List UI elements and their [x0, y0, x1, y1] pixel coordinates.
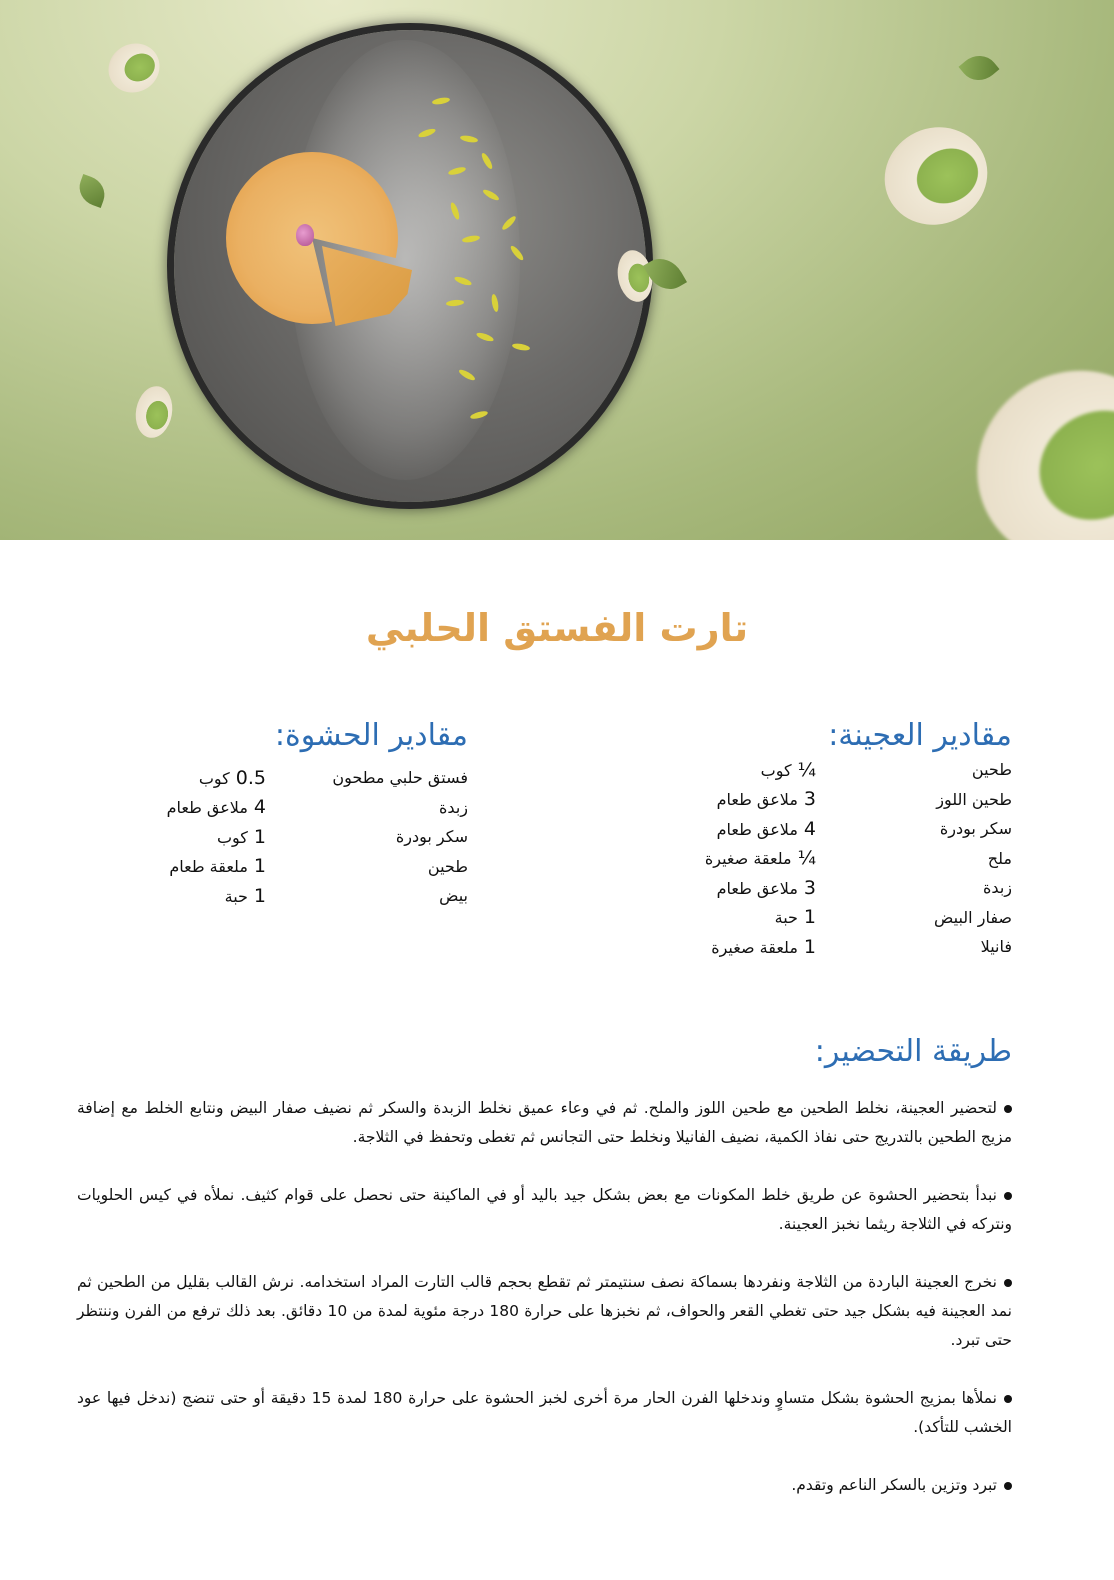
method-step: نملأها بمزيج الحشوة بشكل متساوٍ وندخلها الفرن الحار مرة أخرى لخبز الحشوة على حرارة 180 لمدة 15 دقيقة أو حتى تنضج (ندخل فيها عود الخشب للتأكد). — [77, 1389, 1012, 1436]
bullet-icon — [1004, 1395, 1012, 1403]
ingredient-name: طحين اللوز — [936, 789, 1012, 809]
ingredient-name: بيض — [439, 886, 468, 906]
ingredient-quantity: 1ملعقة طعام — [169, 855, 266, 878]
ingredient-quantity: ¼ملعقة صغيرة — [704, 847, 816, 870]
pistachio-decoration — [869, 111, 1004, 242]
dough-ingredients-list — [680, 755, 1012, 962]
method-steps — [77, 1094, 1012, 1529]
recipe-title: تارت الفستق الحلبي — [365, 606, 749, 650]
ingredient-row — [150, 822, 468, 852]
leaf-decoration — [74, 174, 109, 208]
dough-ingredients-heading: مقادير العجينة: — [828, 718, 1012, 753]
ingredient-quantity: 4ملاعق طعام — [716, 817, 816, 840]
leaf-decoration — [959, 48, 1000, 89]
ingredient-row — [680, 814, 1012, 844]
ingredient-quantity: 4ملاعق طعام — [166, 796, 266, 819]
ingredient-name: زبدة — [983, 878, 1012, 898]
method-step: نبدأ بتحضير الحشوة عن طريق خلط المكونات مع بعض بشكل جيد باليد أو في الماكينة حتى نحصل على قوام كثيف. نملأه في كيس الحلويات ونتركه في الثلاجة ريثما نخبز العجينة. — [77, 1186, 1012, 1233]
ingredient-name: سكر بودرة — [939, 819, 1012, 839]
ingredient-name: صفار البيض — [934, 907, 1012, 927]
ingredient-quantity: 1حبة — [224, 884, 266, 907]
ingredient-quantity: 3ملاعق طعام — [716, 876, 816, 899]
ingredient-row — [150, 881, 468, 911]
method-step: لتحضير العجينة، نخلط الطحين مع طحين اللوز والملح. ثم في وعاء عميق نخلط الزبدة والسكر ثم نضيف صفار البيض ونتابع الخلط مع إضافة مزيج الطحين بالتدريج حتى نفاذ الكمية، نضيف الفانيلا ونخلط حتى التجانس ثم تغطى وتحفظ في الثلاجة. — [77, 1099, 1012, 1146]
ingredient-quantity: ¼كوب — [760, 758, 816, 781]
method-heading: طريقة التحضير: — [814, 1034, 1012, 1069]
ingredient-row — [680, 785, 1012, 815]
method-step: نخرج العجينة الباردة من الثلاجة ونفردها بسماكة نصف سنتيمتر ثم تقطع بحجم قالب التارت المراد استخدامه. نرش القالب بقليل من الطحين ثم نمد العجينة فيه بشكل جيد حتى تغطي القعر والحواف، ثم نخبزها على حرارة 180 درجة مئوية لمدة من 10 دقائق. بعد ذلك ترفع من الفرن وننتظر حتى تبرد. — [77, 1273, 1012, 1349]
ingredient-row — [150, 763, 468, 793]
ingredient-quantity: 1حبة — [774, 906, 816, 929]
bullet-icon — [1004, 1482, 1012, 1490]
ingredient-row — [150, 793, 468, 823]
ingredient-quantity: 0.5كوب — [198, 766, 266, 789]
pistachio-decoration — [132, 383, 176, 440]
ingredient-row — [680, 873, 1012, 903]
ingredient-name: سكر بودرة — [395, 827, 468, 847]
ingredient-name: طحين — [427, 856, 468, 876]
ingredient-name: طحين — [971, 760, 1012, 780]
ingredient-quantity: 1ملعقة صغيرة — [711, 935, 816, 958]
pistachio-decoration — [99, 34, 168, 102]
ingredient-row — [150, 852, 468, 882]
ingredient-quantity: 1كوب — [216, 825, 266, 848]
method-step: تبرد وتزين بالسكر الناعم وتقدم. — [77, 1471, 1012, 1500]
rose-bud — [296, 224, 314, 246]
bullet-icon — [1004, 1279, 1012, 1287]
bullet-icon — [1004, 1192, 1012, 1200]
ingredient-name: زبدة — [439, 797, 468, 817]
pistachio-decoration — [942, 335, 1114, 540]
ingredient-row — [680, 932, 1012, 962]
ingredient-row — [680, 903, 1012, 933]
bullet-icon — [1004, 1105, 1012, 1113]
ingredient-quantity: 3ملاعق طعام — [716, 788, 816, 811]
hero-image — [0, 0, 1114, 540]
ingredient-name: فانيلا — [980, 937, 1012, 957]
filling-ingredients-heading: مقادير الحشوة: — [274, 718, 468, 753]
ingredient-name: فستق حلبي مطحون — [332, 768, 468, 788]
ingredient-name: ملح — [987, 848, 1012, 868]
ingredient-row — [680, 755, 1012, 785]
filling-ingredients-list — [150, 763, 468, 911]
ingredient-row — [680, 844, 1012, 874]
